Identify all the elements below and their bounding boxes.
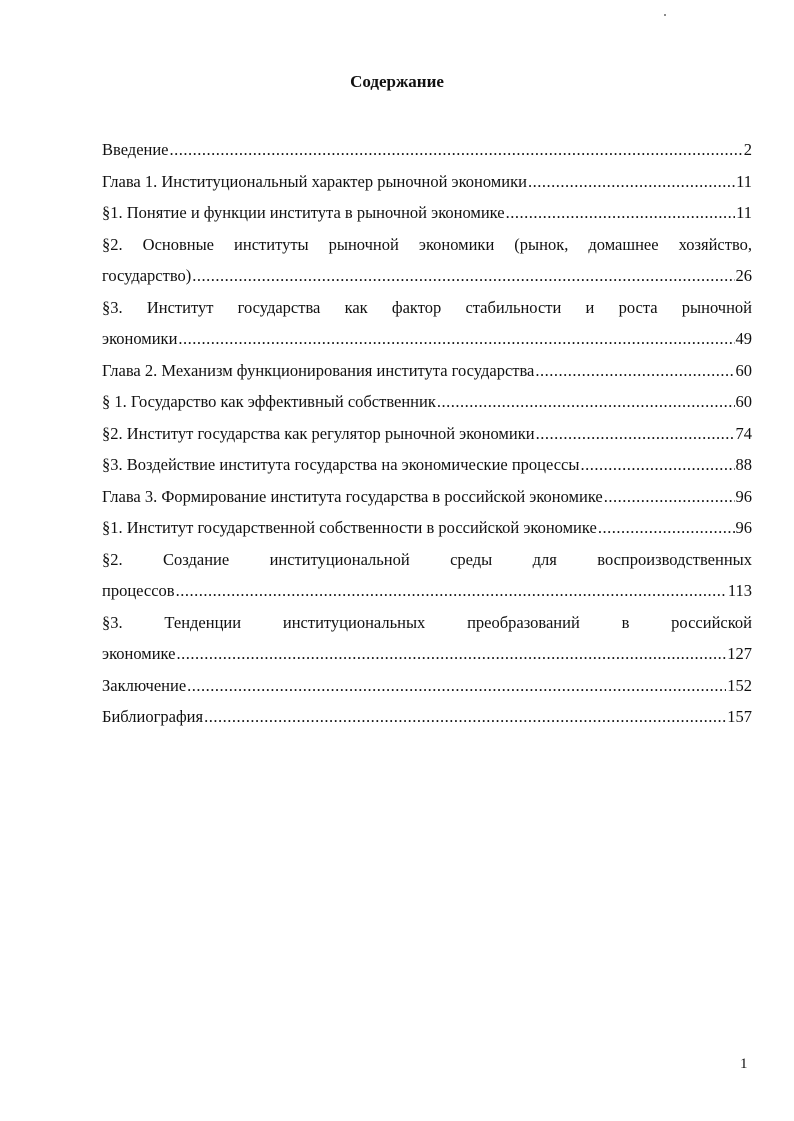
toc-entry-text: Глава 1. Институциональный характер рыночной экономики — [102, 171, 527, 191]
toc-page-number: 2 — [743, 140, 752, 159]
table-of-contents — [102, 134, 752, 733]
toc-entry-text: §1. Понятие и функции института в рыночной экономике — [102, 203, 505, 222]
toc-entry-bibliography[interactable] — [102, 701, 752, 733]
toc-entry-2-3[interactable] — [102, 449, 752, 481]
toc-entry-conclusion[interactable] — [102, 670, 752, 702]
toc-entry-text: Введение — [102, 140, 169, 159]
scan-speck — [664, 14, 666, 16]
toc-entry-1-2[interactable] — [102, 229, 752, 292]
toc-entry-3-2[interactable] — [102, 544, 752, 607]
page-number: 1 — [740, 1056, 748, 1072]
toc-entry-chapter-1[interactable] — [102, 166, 752, 198]
toc-leader-dots — [580, 449, 734, 481]
toc-leader-dots — [598, 512, 735, 544]
toc-entry-text-line1: §2. Основные институты рыночной экономики (рынок, домашнее хозяйство, — [102, 234, 752, 254]
toc-leader-dots — [604, 481, 735, 513]
toc-entry-text: процессов — [102, 581, 175, 600]
toc-leader-dots — [528, 166, 735, 198]
toc-page-number: 113 — [727, 581, 752, 600]
toc-entry-text: экономике — [102, 644, 176, 663]
toc-page-number: 11 — [736, 203, 752, 222]
toc-entry-chapter-3[interactable] — [102, 481, 752, 513]
toc-entry-introduction[interactable] — [102, 134, 752, 166]
toc-page-number: 152 — [727, 675, 752, 695]
toc-leader-dots — [178, 323, 734, 355]
toc-page-number: 49 — [735, 329, 752, 348]
toc-page-number: 60 — [735, 360, 752, 380]
toc-entry-3-1[interactable] — [102, 512, 752, 544]
toc-entry-3-3[interactable] — [102, 607, 752, 670]
toc-page-number: 96 — [735, 486, 752, 506]
toc-entry-1-1[interactable] — [102, 197, 752, 229]
toc-entry-text-line1: §2. Создание институциональной среды для воспроизводственных — [102, 549, 752, 569]
toc-page-number: 127 — [727, 644, 752, 663]
toc-entry-text: §3. Воздействие института государства на экономические процессы — [102, 455, 580, 474]
toc-page-number: 88 — [735, 455, 752, 474]
toc-leader-dots — [170, 134, 743, 166]
toc-entry-text: Глава 2. Механизм функционирования института государства — [102, 360, 535, 380]
page-title: Содержание — [350, 72, 444, 91]
toc-entry-chapter-2[interactable] — [102, 355, 752, 387]
toc-leader-dots — [204, 701, 726, 733]
toc-page-number: 74 — [735, 423, 752, 443]
toc-leader-dots — [437, 386, 735, 418]
toc-leader-dots — [192, 260, 734, 292]
toc-leader-dots — [187, 670, 726, 702]
toc-leader-dots — [535, 355, 734, 387]
toc-leader-dots — [176, 638, 726, 670]
toc-page-number: 26 — [735, 266, 752, 285]
toc-entry-text: Библиография — [102, 707, 204, 726]
toc-entry-text: §1. Институт государственной собственности в российской экономике — [102, 518, 597, 537]
toc-leader-dots — [506, 197, 735, 229]
toc-entry-text: государство) — [102, 266, 192, 285]
toc-entry-text: Глава 3. Формирование института государства в российской экономике — [102, 486, 603, 506]
toc-page-number: 157 — [727, 707, 752, 726]
toc-entry-text: экономики — [102, 329, 178, 348]
toc-entry-text: Заключение — [102, 675, 187, 695]
toc-page-number: 11 — [736, 171, 752, 191]
toc-entry-2-2[interactable] — [102, 418, 752, 450]
toc-leader-dots — [536, 418, 735, 450]
toc-entry-1-3[interactable] — [102, 292, 752, 355]
toc-page-number: 96 — [735, 518, 752, 537]
toc-leader-dots — [176, 575, 727, 607]
toc-entry-text-line1: §3. Институт государства как фактор стабильности и роста рыночной — [102, 297, 752, 317]
toc-page-number: 60 — [735, 392, 752, 411]
toc-entry-text: §2. Институт государства как регулятор рыночной экономики — [102, 423, 535, 443]
toc-entry-text-line1: §3. Тенденции институциональных преобразований в российской — [102, 612, 752, 632]
toc-entry-text: § 1. Государство как эффективный собственник — [102, 392, 436, 411]
toc-entry-2-1[interactable] — [102, 386, 752, 418]
